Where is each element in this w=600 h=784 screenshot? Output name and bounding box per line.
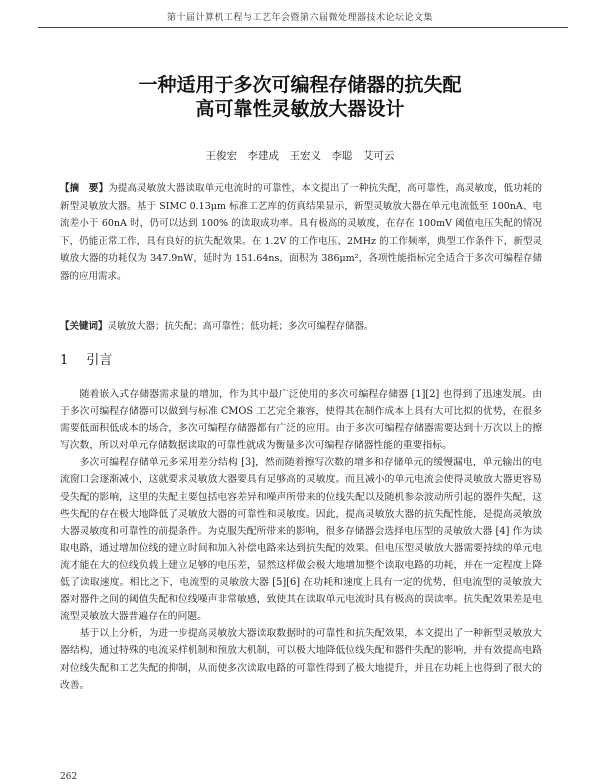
section-title: 引言	[86, 353, 113, 368]
title-line-2: 高可靠性灵敏放大器设计	[195, 98, 405, 120]
paragraph: 随着嵌入式存储器需求量的增加，作为其中最广泛使用的多次可编程存储器 [1][2] 也得到了迅速发展。由于多次可编程存储器可以做到与标准 CMOS 工艺完全兼容，使得其在制作成本上具有大可比拟的优势，在很多需要低面积低成本的场合，多次可编程存储器都有广泛的应用。由于多次可编程存储器需要达到十万次以上的擦写次数，所以对单元存储数据读取的可靠性就成为衡量多次可编程存储器性能的重要指标。	[60, 389, 542, 452]
paragraph: 多次可编程存储单元多采用差分结构 [3]，然而随着擦写次数的增多和存储单元的缓慢漏电，单元输出的电流窗口会逐渐减小，这就要求灵敏放大器要具有足够高的灵敏度。而且减小的单元电流会使得灵敏放大器更容易受失配的影响，这里的失配主要包括电容差异和噪声所带来的位线失配以及随机参杂波动所引起的器件失配，这些失配的存在极大地降低了灵敏放大器的可靠性和灵敏度。因此，提高灵敏放大器的抗失配性能，是提高灵敏放大器灵敏度和可靠性的前提条件。为克服失配所带来的影响，很多存储器会选择电压型的灵敏放大器 [4] 作为读取电路，通过增加位线的建立时间和加入补偿电路来达到抗失配的效果。但电压型灵敏放大器需要持续的单元电流才能在大的位线负载上建立足够的电压差，显然这样做会极大地增加整个读取电路的功耗，并在一定程度上降低了读取速度。相比之下，电流型的灵敏放大器 [5][6] 在功耗和速度上具有一定的优势，但电流型的灵敏放大器对器件之间的阈值失配和位线噪声非常敏感，致使其在读取单元电流时具有极高的误读率。抗失配效果差是电流型灵敏放大器普遍存在的问题。	[60, 457, 542, 623]
keywords-text: 灵敏放大器；抗失配；高可靠性；低功耗；多次可编程存储器。	[107, 321, 374, 332]
section-number: 1	[60, 353, 69, 368]
section-heading	[60, 349, 112, 368]
keywords-label: 【关键词】	[60, 321, 108, 332]
header-divider	[38, 27, 568, 28]
paragraph: 基于以上分析，为进一步提高灵敏放大器读取数据时的可靠性和抗失配效果，本文提出了一种新型灵敏放大器结构，通过特殊的电流采样机制和预放大机制，可以极大地降低位线失配和器件失配的影响，并有效提高电路对位线失配和工艺失配的抑制，从而使多次读取电路的可靠性得到了极大地提升，并且在功耗上也得到了很大的改善。	[60, 628, 542, 691]
abstract	[60, 180, 542, 286]
paper-title	[0, 73, 600, 121]
abstract-label: 【摘 要】	[60, 183, 109, 194]
running-header: 第十届计算机工程与工艺年会暨第六届微处理器技术论坛论文集	[166, 13, 433, 23]
title-line-1: 一种适用于多次可编程存储器的抗失配	[138, 74, 462, 96]
abstract-text: 为提高灵敏放大器读取单元电流时的可靠性，本文提出了一种抗失配，高可靠性，高灵敏度，低功耗的新型灵敏放大器。基于 SIMC 0.13μm 标准工艺库的仿真结果显示，新型灵敏放大器在单元电流低至 100nA、电流差小于 60nA 时，仍可以达到 100% 的读取成功率。具有极高的灵敏度，在存在 100mV 阈值电压失配的情况下，仍能正常工作，具有良好的抗失配效果。在 1.2V 的工作电压、2MHz 的工作频率，典型工作条件下，新型灵敏放大器的功耗仅为 347.9nW，延时为 151.64ns，面积为 386μm²，各项性能指标完全适合于多次可编程存储器的应用需求。	[60, 183, 542, 282]
author-list: 王俊宏 李建成 王宏义 李聪 艾可云	[205, 150, 395, 162]
page-number: 262	[60, 772, 78, 782]
keywords	[60, 319, 542, 335]
body-text	[60, 386, 542, 694]
